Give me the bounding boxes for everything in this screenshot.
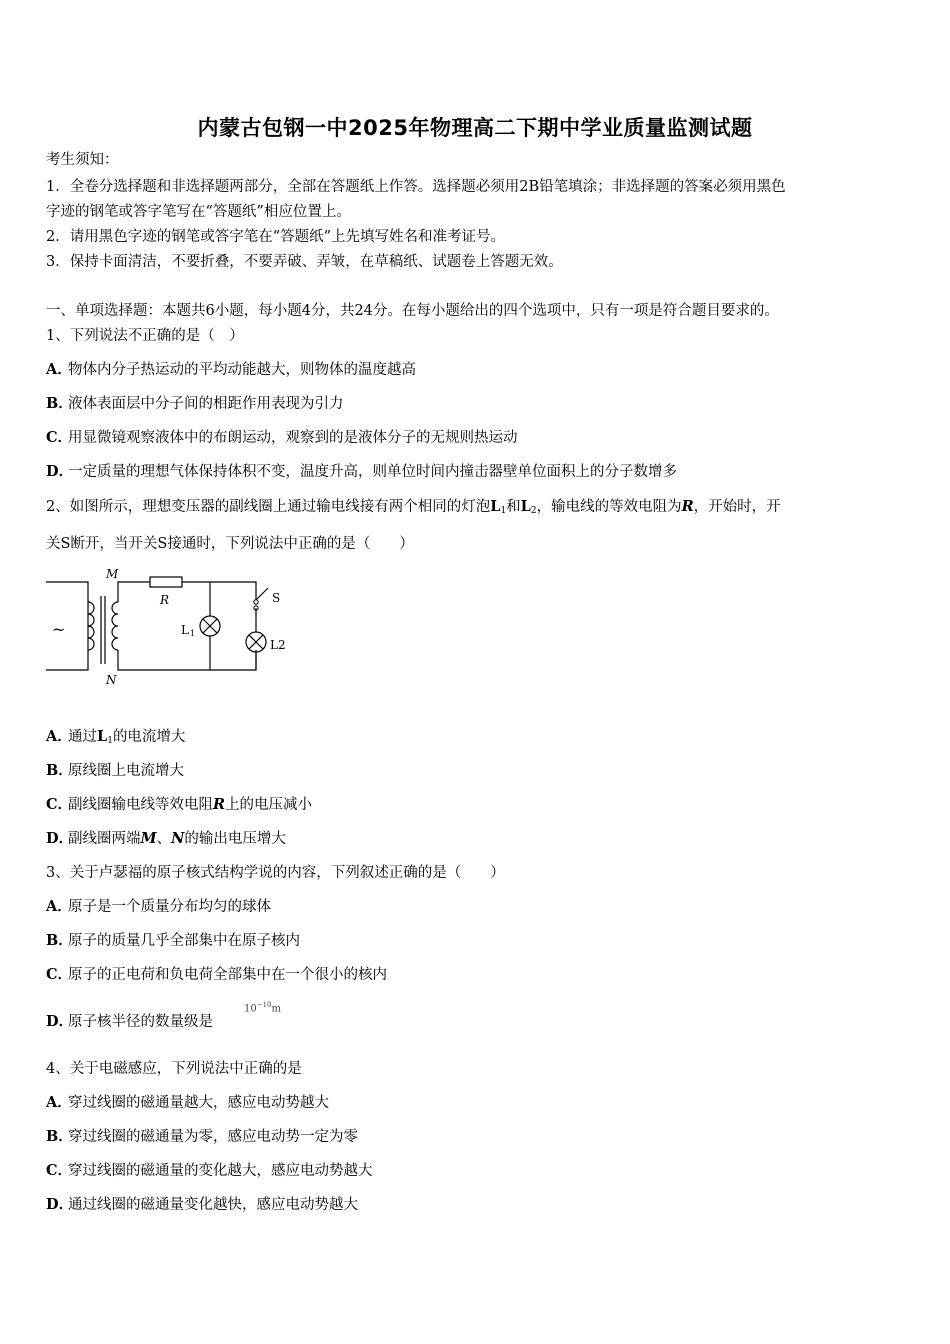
option-text: 原线圈上电流增大 [68,763,184,779]
option-text: 一定质量的理想气体保持体积不变，温度升高，则单位时间内撞击器壁单位面积上的分子数增多 [68,464,677,480]
option-text: 原子核半径的数量级是 [68,1014,213,1030]
option-label: D． [46,1196,74,1213]
symbol-R: R [681,498,694,515]
q4-option-b [46,1127,904,1147]
q2-stem-text: 和 [506,499,521,515]
label-L1-subscript: 1 [190,629,196,638]
lamp-L1-cross [203,619,217,633]
q2-stem-text: ，输电线的等效电阻为 [536,499,682,515]
option-text: 物体内分子热运动的平均动能越大，则物体的温度越高 [68,362,416,378]
option-text: 穿过线圈的磁通量为零，感应电动势一定为零 [68,1129,358,1145]
option-text: 上的电压减小 [225,797,313,813]
option-label: B． [46,762,73,779]
q1-option-d [46,462,904,482]
notice-item-3: 3．保持卡面清洁，不要折叠，不要弄破、弄皱，在草稿纸、试题卷上答题无效。 [46,254,563,270]
label-L2: L2 [270,638,286,652]
q2-option-b [46,761,904,781]
q4-option-d [46,1195,904,1215]
q1-option-a [46,360,904,380]
option-text: 、 [156,831,172,847]
q1-option-b [46,394,904,414]
page-title: 内蒙古包钢一中2025年物理高二下期中学业质量监测试题 [197,116,753,140]
transformer-circuit-diagram [44,562,304,692]
q1-stem: 1、下列说法不正确的是（ ） [46,328,244,344]
option-label: C． [46,1162,73,1179]
q3-option-a [46,897,904,917]
option-label: C． [46,796,73,813]
option-label: A． [46,898,72,915]
option-label: A． [46,1094,72,1111]
wire-top [118,582,150,602]
option-label: C． [46,966,73,983]
option-label: B． [46,395,73,412]
notice-item-1a: 1．全卷分选择题和非选择题两部分，全部在答题纸上作答。选择题必须用2B铅笔填涂；非选择题的答案必须用黑色 [46,179,786,195]
option-label: A． [46,361,72,378]
switch-contact [254,600,258,604]
q2-stem-text: ，开始时，开 [693,499,781,515]
symbol-R: R [213,796,226,813]
option-text: 原子是一个质量分布均匀的球体 [68,899,271,915]
option-text: 原子的正电荷和负电荷全部集中在一个很小的核内 [68,967,387,983]
resistor-R [150,577,182,587]
option-text: 原子的质量几乎全部集中在原子核内 [68,933,300,949]
section-heading: 一、单项选择题：本题共6小题，每小题4分，共24分。在每小题给出的四个选项中，只有一项是符合题目要求的。 [46,303,779,319]
ac-source-symbol: ~ [52,620,66,639]
q2-stem-line1 [46,497,904,521]
formula-exponent: −10 [256,1001,272,1009]
option-text: 副线圈两端 [68,831,141,847]
option-label: B． [46,1128,73,1145]
option-text: 穿过线圈的磁通量的变化越大，感应电动势越大 [68,1163,373,1179]
symbol-N: N [171,830,185,847]
q3-option-d [46,1012,904,1032]
symbol-L: L [97,728,108,745]
q3-exponent-formula [244,1001,281,1014]
formula-unit: m [271,1003,281,1015]
q3-option-b [46,931,904,951]
option-label: A． [46,728,72,745]
option-label: B． [46,932,73,949]
q1-option-c [46,428,904,448]
label-L1: L [181,623,189,637]
subscript: 2 [530,506,537,516]
formula-base: 10 [244,1003,257,1015]
q2-stem-text: 2、如图所示，理想变压器的副线圈上通过输电线接有两个相同的灯泡 [46,499,491,515]
option-text: 的输出电压增大 [184,831,286,847]
label-S: S [272,591,281,605]
option-label: C． [46,429,73,446]
switch-S-blade [256,588,268,600]
option-text: 副线圈输电线等效电阻 [68,797,213,813]
q2-stem-line2: 关S断开，当开关S接通时，下列说法中正确的是（ ） [46,536,414,552]
subscript: 1 [107,736,113,746]
q3-option-c [46,965,904,985]
secondary-coil [112,602,118,650]
option-label: D． [46,830,74,847]
q4-option-c [46,1161,904,1181]
q2-option-d [46,829,904,849]
notice-item-2: 2．请用黑色字迹的钢笔或答字笔在“答题纸”上先填写姓名和准考证号。 [46,229,506,245]
q2-option-a [46,727,904,751]
option-text: 通过线圈的磁通量变化越快，感应电动势越大 [68,1197,358,1213]
option-text: 液体表面层中分子间的相距作用表现为引力 [68,396,344,412]
wire-bottom [118,650,256,670]
option-label: D． [46,463,74,480]
symbol-L: L [520,498,531,515]
option-text: 通过 [68,729,97,745]
label-M: M [106,567,119,581]
lamp-L2-cross [249,635,263,649]
subscript: 1 [500,506,507,516]
primary-coil [88,602,94,650]
q2-option-c [46,795,904,815]
label-R: R [160,593,170,607]
wire-top-right [182,582,256,600]
symbol-M: M [140,830,157,847]
notice-item-1b: 字迹的钢笔或答字笔写在“答题纸”相应位置上。 [46,204,351,220]
q3-stem: 3、关于卢瑟福的原子核式结构学说的内容，下列叙述正确的是（ ） [46,865,505,881]
label-N: N [106,673,117,687]
symbol-L: L [490,498,501,515]
q4-stem: 4、关于电磁感应，下列说法中正确的是 [46,1061,302,1077]
option-text: 穿过线圈的磁通量越大，感应电动势越大 [68,1095,329,1111]
notice-heading: 考生须知： [46,152,119,168]
option-text: 用显微镜观察液体中的布朗运动，观察到的是液体分子的无规则热运动 [68,430,518,446]
q4-option-a [46,1093,904,1113]
option-text: 的电流增大 [112,729,186,745]
option-label: D． [46,1013,74,1030]
